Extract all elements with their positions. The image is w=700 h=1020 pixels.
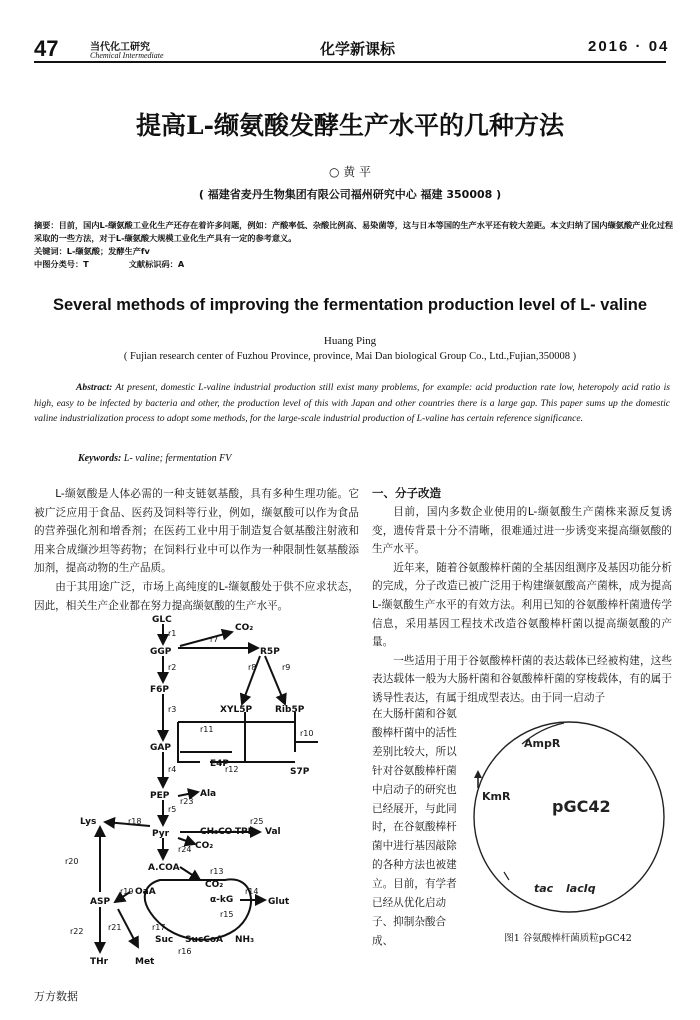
node-thr: THr bbox=[90, 957, 109, 967]
header-rule bbox=[34, 61, 666, 63]
tac-label: tac bbox=[534, 882, 554, 895]
reaction-label: r14 bbox=[245, 887, 259, 896]
node-succoa: SucCoA bbox=[185, 935, 223, 945]
cn-abstract bbox=[34, 219, 674, 271]
link-line bbox=[178, 722, 295, 752]
page-number: 47 bbox=[34, 36, 59, 61]
journal-name-en: Chemical Intermediate bbox=[90, 51, 164, 60]
reaction-label: r24 bbox=[178, 845, 192, 854]
node-glut: Glut bbox=[268, 897, 290, 907]
reaction-label: r16 bbox=[178, 947, 192, 956]
reaction-label: r12 bbox=[225, 765, 239, 774]
plasmid-name: pGC42 bbox=[552, 797, 611, 816]
km-label: KmR bbox=[482, 790, 511, 803]
node-co2: CO₂ bbox=[195, 841, 214, 851]
english-keywords: Keywords: L- valine; fermentation FV bbox=[78, 453, 232, 464]
arrow-acoa-cycle bbox=[180, 867, 200, 880]
english-abstract: Abstract: At present, domestic L-valine industrial production still exist many problems, for example: acid production rate low, heteropoly acid ratio is high, easy to be infected by bacteria and other, the production level of this with Japan and other countries there is a large gap. This paper sums up the domestic valine industrialization process to adopt some methods, for the large-scale industrial production of L-valine has certain reference significance. bbox=[34, 382, 670, 424]
section-heading: 一、分子改造 bbox=[372, 486, 441, 500]
node-akg: α-kG bbox=[210, 895, 234, 905]
link-line bbox=[178, 722, 200, 762]
node-asp: ASP bbox=[90, 897, 111, 907]
keywords-text: L-缬氨酸；发酵生产fv bbox=[66, 246, 150, 256]
arrow-pyr-co2 bbox=[178, 838, 195, 844]
clc-label: 中图分类号： bbox=[34, 259, 84, 269]
abstract-text: 目前，国内L-缬氨酸工业化生产还存在着许多问题，例如：产酸率低、杂酸比例高、易染菌等，这与日本等国的生产水平还有较大差距。本文归纳了国内缬氨酸产业化过程采取的一些方法，对于L-缬氨酸大规模工业化生产具有一定的参考意义。 bbox=[34, 220, 674, 243]
paragraph: L-缬氨酸是人体必需的一种支链氨基酸，具有多种生理功能。它被广泛应用于食品、医药及饲料等行业，例如，缬氨酸可以作为食品的营养强化剂和增香剂；在医药工业中用于制造复合氨基酸注射液和用来合成缬沙坦等药物；在饲料行业中可以作为一种限制性氨基酸添加剂，提高动物的生产品质。 bbox=[34, 488, 359, 575]
node-pyr: Pyr bbox=[152, 829, 170, 839]
plasmid-map bbox=[464, 712, 674, 922]
node-suc: Suc bbox=[155, 935, 174, 945]
figure-caption: 图1 谷氨酸棒杆菌质粒pGC42 bbox=[504, 933, 632, 944]
english-abstract-text: At present, domestic L-valine industrial production still exist many problems, for example: acid production rate low, heteropoly acid ratio is high, easy to be infected by bacteria and other, the production level of this with Japan and other countries there is a large gap. This paper sums up the domestic valine industrialization process to adopt some methods, for the large-scale industrial production of L-valine has certain reference significance. bbox=[34, 382, 670, 424]
node-co2: CO₂ bbox=[235, 623, 254, 633]
reaction-label: r4 bbox=[168, 765, 177, 774]
metabolic-pathway-diagram bbox=[60, 612, 350, 982]
right-column bbox=[372, 503, 672, 708]
node-nh3: NH₃ bbox=[235, 935, 255, 945]
reaction-label: r10 bbox=[300, 729, 314, 738]
reaction-label: r7 bbox=[210, 635, 219, 644]
reaction-label: r22 bbox=[70, 927, 84, 936]
node-lys: Lys bbox=[80, 817, 97, 827]
reaction-label: r1 bbox=[168, 629, 177, 638]
affiliation: ( 福建省麦丹生物集团有限公司福州研究中心 福建 350008 ) bbox=[198, 188, 502, 201]
paper-title: 提高L-缬氨酸发酵生产水平的几种方法 bbox=[136, 111, 564, 140]
keywords-label: 关键词： bbox=[34, 246, 67, 256]
reaction-label: r2 bbox=[168, 663, 177, 672]
paragraph: 近年来，随着谷氨酸棒杆菌的全基因组测序及基因功能分析的完成，分子改造已被广泛用于构建缬氨酸高产菌株，成为提高L-缬氨酸生产水平的有效方法。利用已知的谷氨酸棒杆菌遗传学信息，采用基因工程技术改造谷氨酸棒杆菌以提高缬氨酸的产量。 bbox=[372, 561, 672, 649]
paragraph: 由于其用途广泛，市场上高纯度的L-缬氨酸处于供不应求状态，因此，相关生产企业都在努力提高缬氨酸的生产水平。 bbox=[34, 580, 359, 612]
english-title: Several methods of improving the fermentation production level of L- valine bbox=[52, 296, 648, 314]
reaction-label: r13 bbox=[210, 867, 224, 876]
narrow-paragraph: 在大肠杆菌和谷氨酸棒杆菌中的活性差别比较大，所以针对谷氨酸棒杆菌中启动子的研究也已经展开，与此同时，在谷氨酸棒杆菌中进行基因敲除的各种方法也被建立。目前，有学者已经从优化启动子、抑制杂酸合成、 bbox=[372, 708, 457, 947]
reaction-label: r8 bbox=[248, 663, 257, 672]
node-ggp: GGP bbox=[150, 647, 172, 657]
reaction-label: r25 bbox=[250, 817, 264, 826]
node-rib5p: Rib5P bbox=[275, 705, 305, 715]
reaction-label: r21 bbox=[108, 923, 122, 932]
amp-label: AmpR bbox=[524, 737, 561, 750]
english-abstract-label: Abstract bbox=[76, 382, 110, 393]
lac-label: lacIq bbox=[566, 882, 596, 895]
node-xyl5p: XYL5P bbox=[220, 705, 253, 715]
node-e4p: E4P bbox=[210, 759, 230, 769]
english-affiliation: ( Fujian research center of Fuzhou Province, province, Mai Dan biological Group Co., Ltd.,Fujian,350008 ) bbox=[123, 351, 577, 362]
node-pep: PEP bbox=[150, 791, 170, 801]
node-co2: CO₂ bbox=[205, 880, 224, 890]
clc-value: T bbox=[83, 259, 89, 269]
english-keywords-label: Keywords bbox=[78, 453, 118, 464]
node-f6p: F6P bbox=[150, 685, 170, 695]
reaction-label: r23 bbox=[180, 797, 194, 806]
doc-code-label: 文献标识码： bbox=[128, 259, 178, 269]
abstract-label: 摘要： bbox=[34, 220, 59, 230]
reaction-label: r11 bbox=[200, 725, 214, 734]
author: ○ 黄 平 bbox=[328, 165, 372, 179]
reaction-label: r20 bbox=[65, 857, 79, 866]
reaction-label: r9 bbox=[282, 663, 291, 672]
reaction-label: r3 bbox=[168, 705, 177, 714]
reaction-label: r15 bbox=[220, 910, 234, 919]
node-glc: GLC bbox=[152, 615, 172, 625]
reaction-label: r17 bbox=[152, 923, 166, 932]
english-keywords-text: L- valine; fermentation FV bbox=[123, 453, 232, 464]
reaction-label: r5 bbox=[168, 805, 177, 814]
journal-name-cn: 当代化工研究 bbox=[90, 42, 150, 53]
node-ch3co-tpp: CH₃CO-TPP bbox=[200, 827, 255, 837]
node-met: Met bbox=[135, 957, 155, 967]
doc-code-value: A bbox=[177, 259, 185, 269]
node-ala: Ala bbox=[200, 789, 217, 799]
node-acoa: A.COA bbox=[148, 863, 180, 873]
footer-watermark: 万方数据 bbox=[34, 990, 78, 1003]
reaction-label: r19 bbox=[120, 887, 134, 896]
km-arrowhead bbox=[474, 770, 482, 778]
node-oaa: OaA bbox=[135, 887, 156, 897]
arrow-co2 bbox=[180, 632, 232, 646]
left-column bbox=[34, 485, 359, 615]
arrow-pep-ala bbox=[178, 792, 198, 796]
paragraph: 一些适用于用于谷氨酸棒杆菌的表达载体已经被构建，这些表达载体一般为大肠杆菌和谷氨酸棒杆菌的穿梭载体，有的属于诱导性表达，有属于组成型表达。由于同一启动子 bbox=[372, 654, 672, 704]
section-title: 化学新课标 bbox=[320, 40, 396, 58]
paragraph: 目前，国内多数企业使用的L-缬氨酸生产菌株来源反复诱变，遗传背景十分不清晰，很难通过进一步诱变来提高缬氨酸的生产水平。 bbox=[372, 506, 672, 556]
reaction-label: r18 bbox=[128, 817, 142, 826]
english-author: Huang Ping bbox=[323, 335, 377, 347]
node-s7p: S7P bbox=[290, 767, 310, 777]
node-r5p: R5P bbox=[260, 647, 280, 657]
node-gap: GAP bbox=[150, 743, 171, 753]
node-val: Val bbox=[265, 827, 281, 837]
tac-marker bbox=[504, 872, 509, 880]
issue-date: 2016 · 04 bbox=[588, 38, 670, 55]
